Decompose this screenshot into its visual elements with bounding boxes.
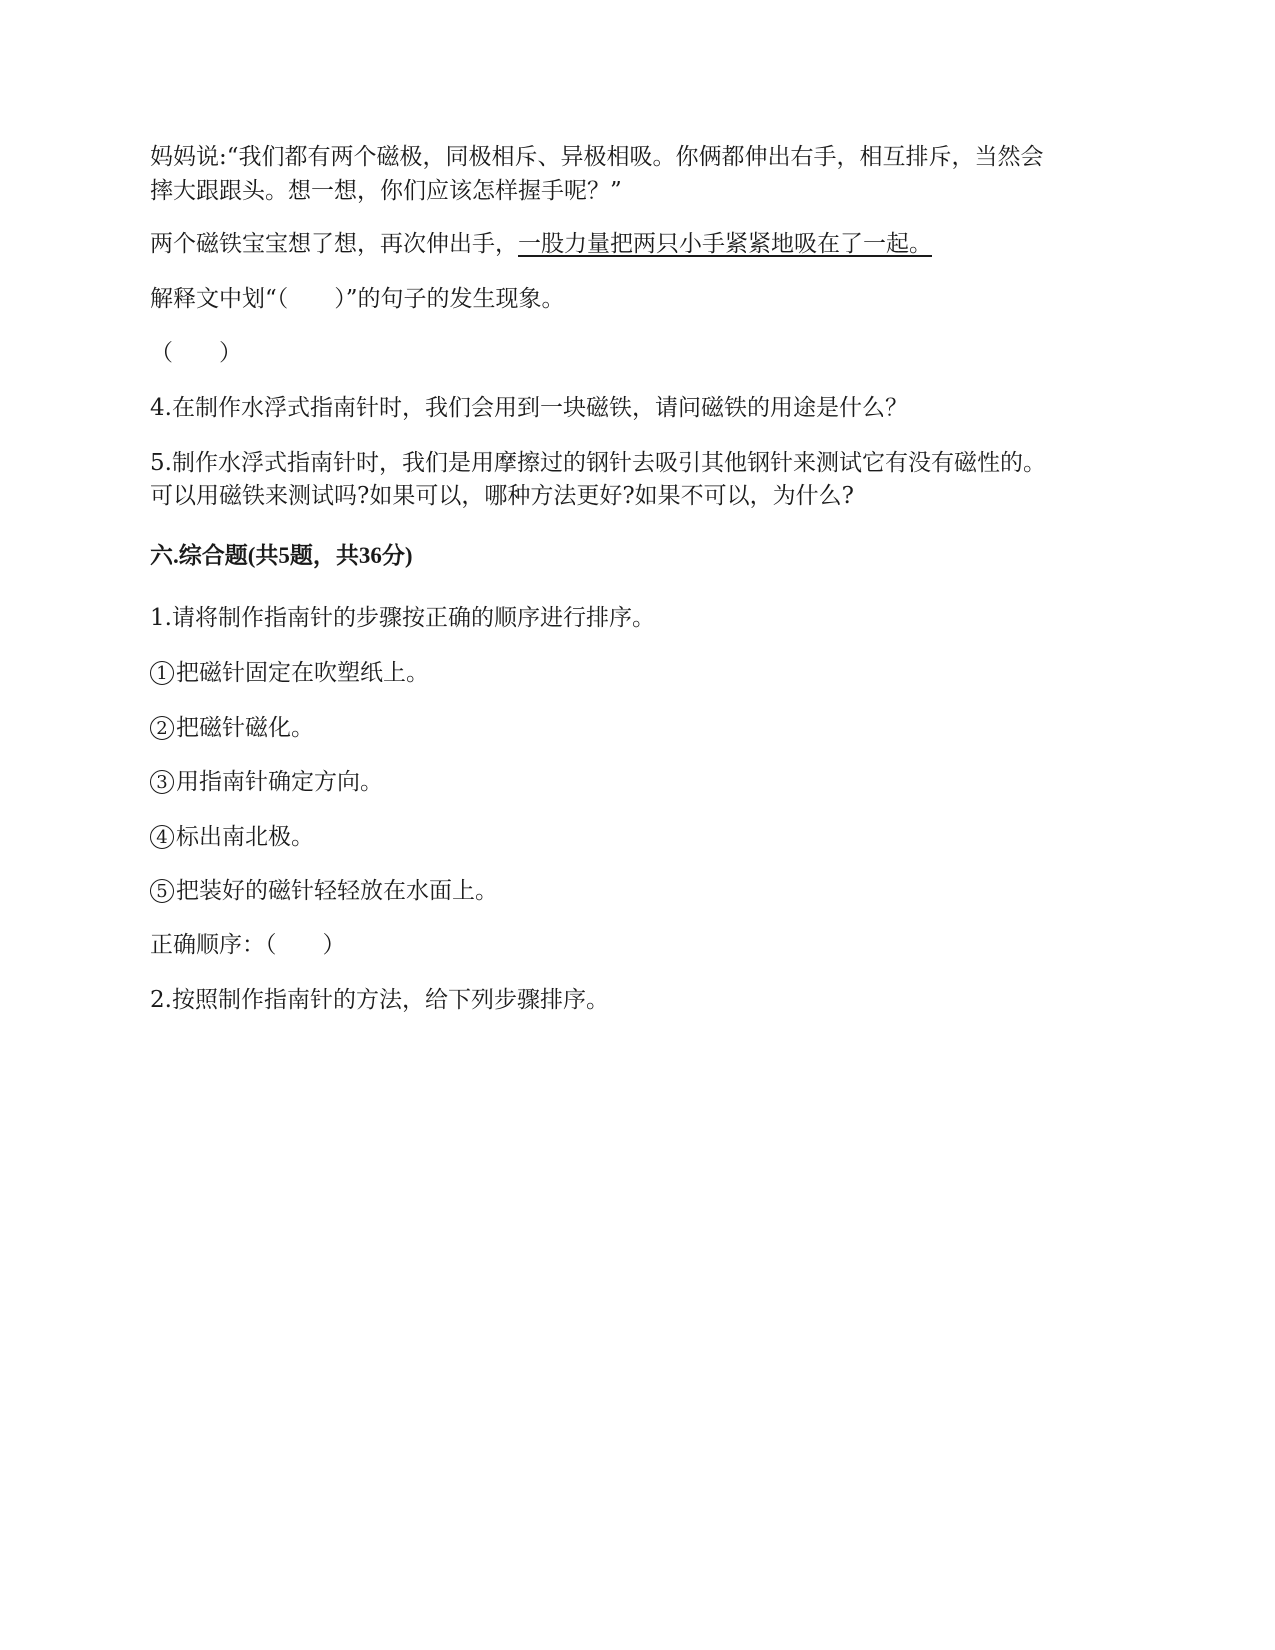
question-3-prompt: 解释文中划“（ ）”的句子的发生现象。 bbox=[150, 286, 565, 312]
circled-number-2: 2 bbox=[150, 716, 174, 740]
step-2-text: 把磁针磁化。 bbox=[176, 715, 314, 741]
step-1-text: 把磁针固定在吹塑纸上。 bbox=[176, 660, 429, 686]
question-3-answer-blank: （ ） bbox=[150, 340, 242, 366]
step-5 bbox=[150, 876, 498, 906]
question-5-line-1: 5.制作水浮式指南针时，我们是用摩擦过的钢针去吸引其他钢针来测试它有没有磁性的。 bbox=[150, 450, 1046, 476]
underlined-sentence: 一股力量把两只小手紧紧地吸在了一起。 bbox=[518, 231, 932, 257]
section-6-q1-prompt: 1.请将制作指南针的步骤按正确的顺序进行排序。 bbox=[150, 605, 655, 631]
passage-line-2: 摔大跟跟头。想一想，你们应该怎样握手呢？” bbox=[150, 178, 622, 204]
section-6-q2-prompt: 2.按照制作指南针的方法，给下列步骤排序。 bbox=[150, 987, 609, 1013]
step-2 bbox=[150, 713, 314, 743]
section-6-heading: 六.综合题(共5题，共36分) bbox=[150, 543, 413, 568]
step-1 bbox=[150, 658, 429, 688]
section-6-q1-answer: 正确顺序：（ ） bbox=[150, 932, 346, 958]
passage-line-1: 妈妈说:“我们都有两个磁极，同极相斥、异极相吸。你俩都伸出右手，相互排斥，当然会 bbox=[150, 144, 1044, 170]
step-4 bbox=[150, 822, 314, 852]
circled-number-4: 4 bbox=[150, 825, 174, 849]
passage-line-3 bbox=[150, 229, 932, 259]
step-4-text: 标出南北极。 bbox=[176, 824, 314, 850]
circled-number-5: 5 bbox=[150, 879, 174, 903]
step-3-text: 用指南针确定方向。 bbox=[176, 769, 383, 795]
step-3 bbox=[150, 767, 383, 797]
question-5-line-2: 可以用磁铁来测试吗?如果可以，哪种方法更好?如果不可以，为什么? bbox=[150, 483, 854, 509]
circled-number-1: 1 bbox=[150, 661, 174, 685]
circled-number-3: 3 bbox=[150, 770, 174, 794]
step-5-text: 把装好的磁针轻轻放在水面上。 bbox=[176, 878, 498, 904]
passage-line-3-plain: 两个磁铁宝宝想了想，再次伸出手， bbox=[150, 231, 518, 257]
question-4: 4.在制作水浮式指南针时，我们会用到一块磁铁，请问磁铁的用途是什么？ bbox=[150, 395, 908, 421]
